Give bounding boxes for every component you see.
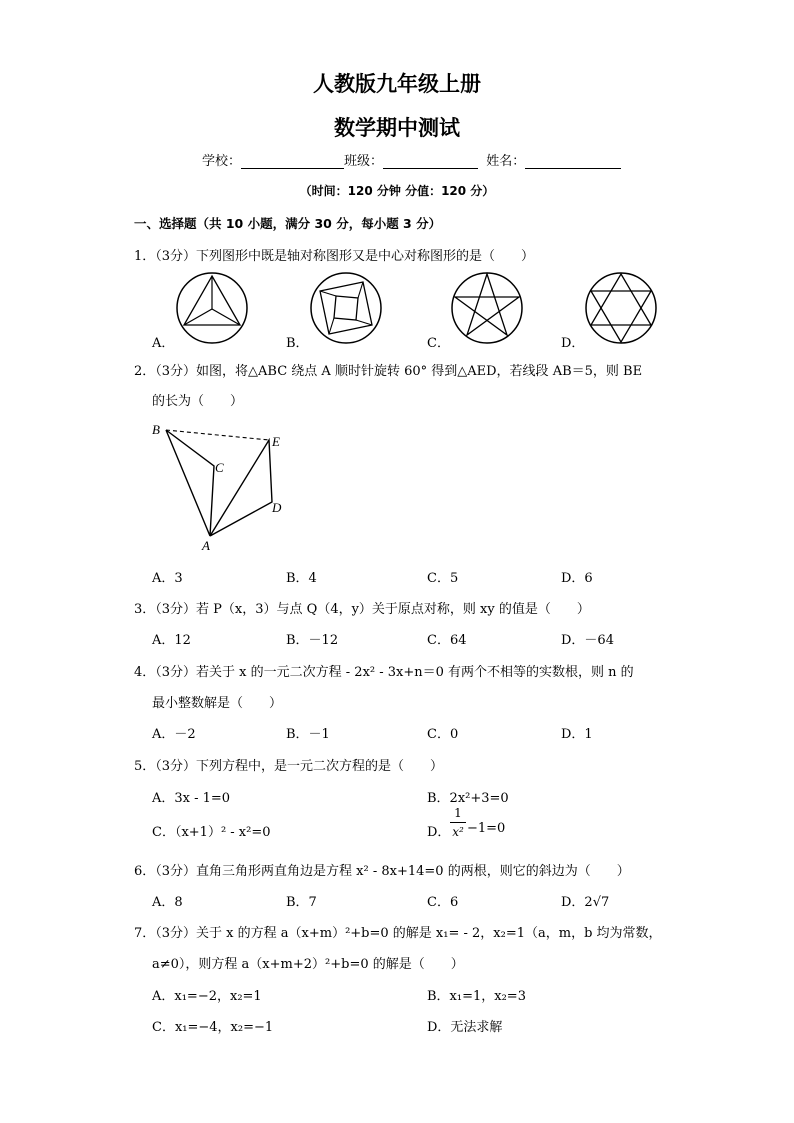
q6-option-c: C．6 — [427, 895, 459, 910]
q5-option-b: B．2x²+3=0 — [427, 791, 509, 806]
class-blank — [383, 154, 478, 169]
question-7-line2: a≠0），则方程 a（x+m+2）²+b=0 的解是（ ） — [152, 957, 464, 972]
section-heading: 一、选择题（共 10 小题，满分 30 分，每小题 3 分） — [134, 216, 442, 231]
question-1: 1．（3分）下列图形中既是轴对称图形又是中心对称图形的是（ ） — [134, 249, 535, 264]
school-field — [202, 150, 621, 169]
class-label: 班级： — [344, 154, 384, 169]
q1-option-c: C． — [427, 336, 450, 351]
time-info: （时间：120 分钟 分值：120 分） — [299, 184, 495, 198]
question-3: 3．（3分）若 P（x，3）与点 Q（4，y）关于原点对称，则 xy 的值是（ ） — [134, 602, 590, 617]
q1-option-d: D． — [561, 336, 585, 351]
q2-option-d: D．6 — [561, 571, 593, 586]
q5-option-d-rest: −1=0 — [467, 821, 506, 836]
page-title: 人教版九年级上册 — [313, 72, 481, 96]
q5-option-a: A．3x - 1=0 — [152, 791, 231, 806]
question-7-line1: 7．（3分）关于 x 的方程 a（x+m）²+b=0 的解是 x₁= - 2，x₂=1（a，m，b 均为常数， — [134, 926, 662, 941]
question-2-line1: 2．（3分）如图，将△ABC 绕点 A 顺时针旋转 60° 得到△AED，若线段 AB＝5，则 BE — [134, 364, 643, 379]
fraction-bar — [450, 822, 466, 823]
q5-option-d-denominator: x² — [452, 825, 464, 839]
q5-option-d-numerator: 1 — [454, 806, 462, 820]
q3-option-c: C．64 — [427, 633, 467, 648]
q3-option-d: D．－64 — [561, 633, 614, 648]
figure-circle-triangle — [176, 272, 248, 344]
q7-option-d: D．无法求解 — [427, 1020, 503, 1035]
q3-option-a: A．12 — [152, 633, 191, 648]
q6-option-a: A．8 — [152, 895, 183, 910]
figure-rotation — [148, 418, 288, 558]
label-e: E — [272, 434, 280, 449]
q5-option-d-letter: D． — [427, 825, 451, 840]
q4-option-d: D．1 — [561, 727, 593, 742]
label-b: B — [152, 422, 160, 437]
question-5: 5．（3分）下列方程中，是一元二次方程的是（ ） — [134, 759, 444, 774]
q7-option-b: B．x₁=1，x₂=3 — [427, 989, 526, 1004]
q1-option-b: B． — [286, 336, 309, 351]
figure-circle-star — [451, 272, 523, 344]
q2-option-c: C．5 — [427, 571, 459, 586]
q6-option-b: B．7 — [286, 895, 317, 910]
q4-option-b: B．－1 — [286, 727, 330, 742]
question-6: 6．（3分）直角三角形两直角边是方程 x² - 8x+14=0 的两根，则它的斜边为（ ） — [134, 864, 630, 879]
school-label: 学校： — [202, 154, 242, 169]
q2-option-a: A．3 — [152, 571, 183, 586]
school-blank — [241, 154, 344, 169]
name-blank — [525, 154, 621, 169]
question-4-line2: 最小整数解是（ ） — [152, 696, 283, 711]
q7-option-a: A．x₁=−2，x₂=1 — [152, 989, 262, 1004]
q4-option-a: A．－2 — [152, 727, 196, 742]
label-c: C — [215, 460, 224, 475]
q5-option-c: C．（x+1）² - x²=0 — [152, 825, 271, 840]
q7-option-c: C．x₁=−4，x₂=−1 — [152, 1020, 274, 1035]
q6-option-d: D．2√7 — [561, 895, 610, 910]
q4-option-c: C．0 — [427, 727, 459, 742]
label-d: D — [272, 500, 282, 515]
page-subtitle: 数学期中测试 — [334, 116, 460, 140]
label-a: A — [202, 538, 210, 553]
question-2-line2: 的长为（ ） — [152, 394, 244, 409]
q2-option-b: B．4 — [286, 571, 317, 586]
name-label: 姓名： — [486, 154, 526, 169]
q1-option-a: A． — [152, 336, 175, 351]
q3-option-b: B．－12 — [286, 633, 339, 648]
figure-circle-hexagram — [585, 272, 657, 344]
figure-circle-squares — [310, 272, 382, 344]
question-4-line1: 4．（3分）若关于 x 的一元二次方程 - 2x² - 3x+n＝0 有两个不相等的实数根，则 n 的 — [134, 665, 634, 680]
